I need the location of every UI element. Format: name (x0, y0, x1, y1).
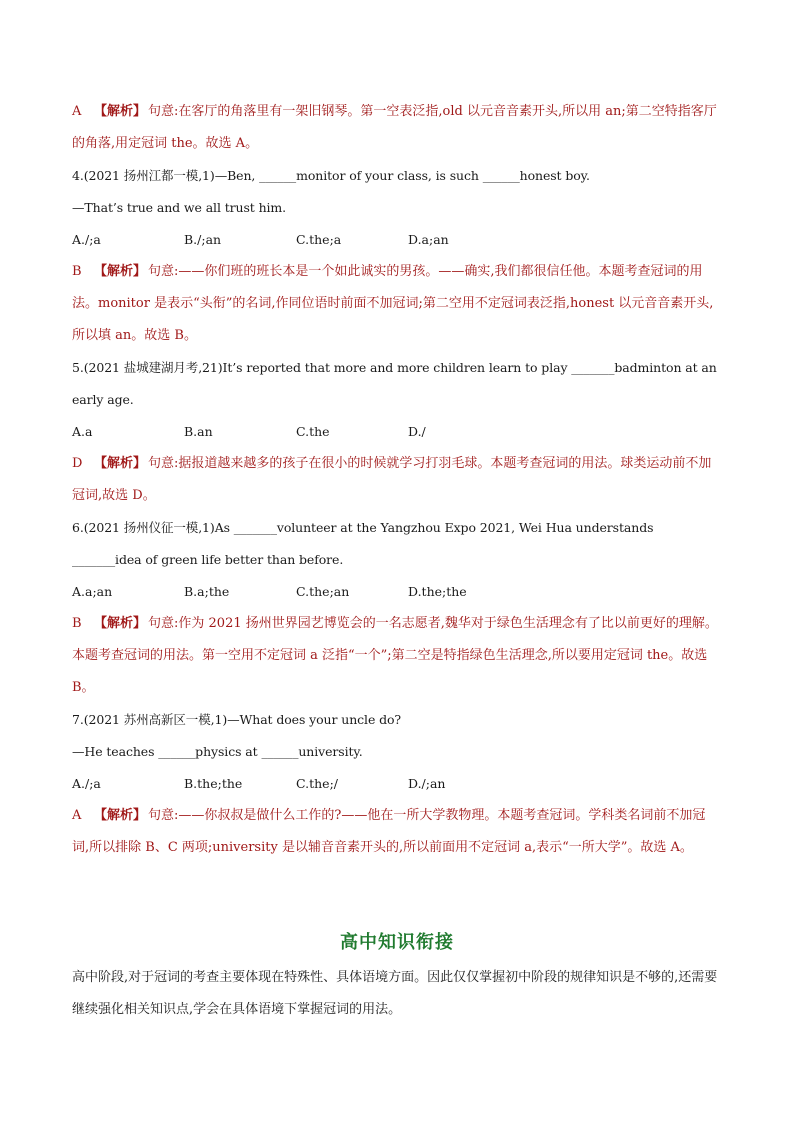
options-row (72, 224, 722, 256)
option-a: A.a (72, 424, 93, 439)
answer-letter: B (72, 264, 82, 279)
option-c: C.the;/ (296, 776, 338, 791)
option-a: A./;a (72, 776, 101, 791)
answer-text: 句意:据报道越来越多的孩子在很小的时候就学习打羽毛球。本题考查冠词的用法。球类运动前不加冠词,故选 D。 (72, 456, 712, 503)
options-row (72, 576, 722, 608)
option-c: C.the (296, 424, 330, 439)
option-a: A.a;an (72, 584, 113, 599)
answer-letter: A (72, 808, 82, 823)
analysis-tag: 【解析】 (94, 616, 147, 631)
document-body (72, 96, 722, 864)
section-heading: 高中知识衔接 (340, 932, 454, 953)
answer-explanation (72, 800, 722, 864)
analysis-tag: 【解析】 (94, 104, 147, 119)
analysis-tag: 【解析】 (94, 456, 147, 471)
option-d: D.a;an (408, 232, 449, 247)
option-d: D./ (408, 424, 426, 439)
answer-text: 句意:作为 2021 扬州世界园艺博览会的一名志愿者,魏华对于绿色生活理念有了比以前更好的理解。本题考查冠词的用法。第一空用不定冠词 a 泛指“一个”;第二空是特指绿色生活理念,所以要用定冠词 the。故选 B。 (72, 616, 718, 695)
answer-explanation (72, 96, 722, 160)
question-stem: 4.(2021 扬州江都一模,1)—Ben, ______monitor of your class, is such ______honest boy. (72, 168, 590, 183)
option-b: B.the;the (184, 776, 243, 791)
answer-text: 句意:——你们班的班长本是一个如此诚实的男孩。——确实,我们都很信任他。本题考查冠词的用法。monitor 是表示“头衔”的名词,作同位语时前面不加冠词;第二空用不定冠词表泛指,honest 以元音音素开头,所以填 an。故选 B。 (72, 264, 714, 343)
answer-letter: B (72, 616, 82, 631)
answer-text: 句意:在客厅的角落里有一架旧钢琴。第一空表泛指,old 以元音音素开头,所以用 an;第二空特指客厅的角落,用定冠词 the。故选 A。 (72, 104, 717, 151)
analysis-tag: 【解析】 (94, 264, 147, 279)
answer-explanation (72, 448, 722, 512)
question-stem: 7.(2021 苏州高新区一模,1)—What does your uncle do? (72, 712, 402, 727)
options-row (72, 768, 722, 800)
option-b: B./;an (184, 232, 222, 247)
section-paragraph: 高中阶段,对于冠词的考查主要体现在特殊性、具体语境方面。因此仅仅掌握初中阶段的规律知识是不够的,还需要继续强化相关知识点,学会在具体语境下掌握冠词的用法。 (72, 970, 718, 1017)
analysis-tag: 【解析】 (94, 808, 147, 823)
question-stem: 5.(2021 盐城建湖月考,21)It’s reported that more and more children learn to play _______badminton at an early age. (72, 360, 717, 407)
answer-explanation (72, 608, 722, 704)
option-b: B.an (184, 424, 213, 439)
option-d: D.the;the (408, 584, 467, 599)
option-c: C.the;a (296, 232, 342, 247)
option-b: B.a;the (184, 584, 230, 599)
question-stem: 6.(2021 扬州仪征一模,1)As _______volunteer at the Yangzhou Expo 2021, Wei Hua understands _______idea of green life better than before. (72, 520, 654, 567)
options-row (72, 416, 722, 448)
answer-explanation (72, 256, 722, 352)
question-stem-line2: —That’s true and we all trust him. (72, 200, 287, 215)
question-stem-line2: —He teaches ______physics at ______university. (72, 744, 363, 759)
answer-text: 句意:——你叔叔是做什么工作的?——他在一所大学教物理。本题考查冠词。学科类名词前不加冠词,所以排除 B、C 两项;university 是以辅音音素开头的,所以前面用不定冠词 a,表示“一所大学”。故选 A。 (72, 808, 706, 855)
option-a: A./;a (72, 232, 101, 247)
option-d: D./;an (408, 776, 446, 791)
option-c: C.the;an (296, 584, 350, 599)
answer-letter: A (72, 104, 82, 119)
answer-letter: D (72, 456, 83, 471)
